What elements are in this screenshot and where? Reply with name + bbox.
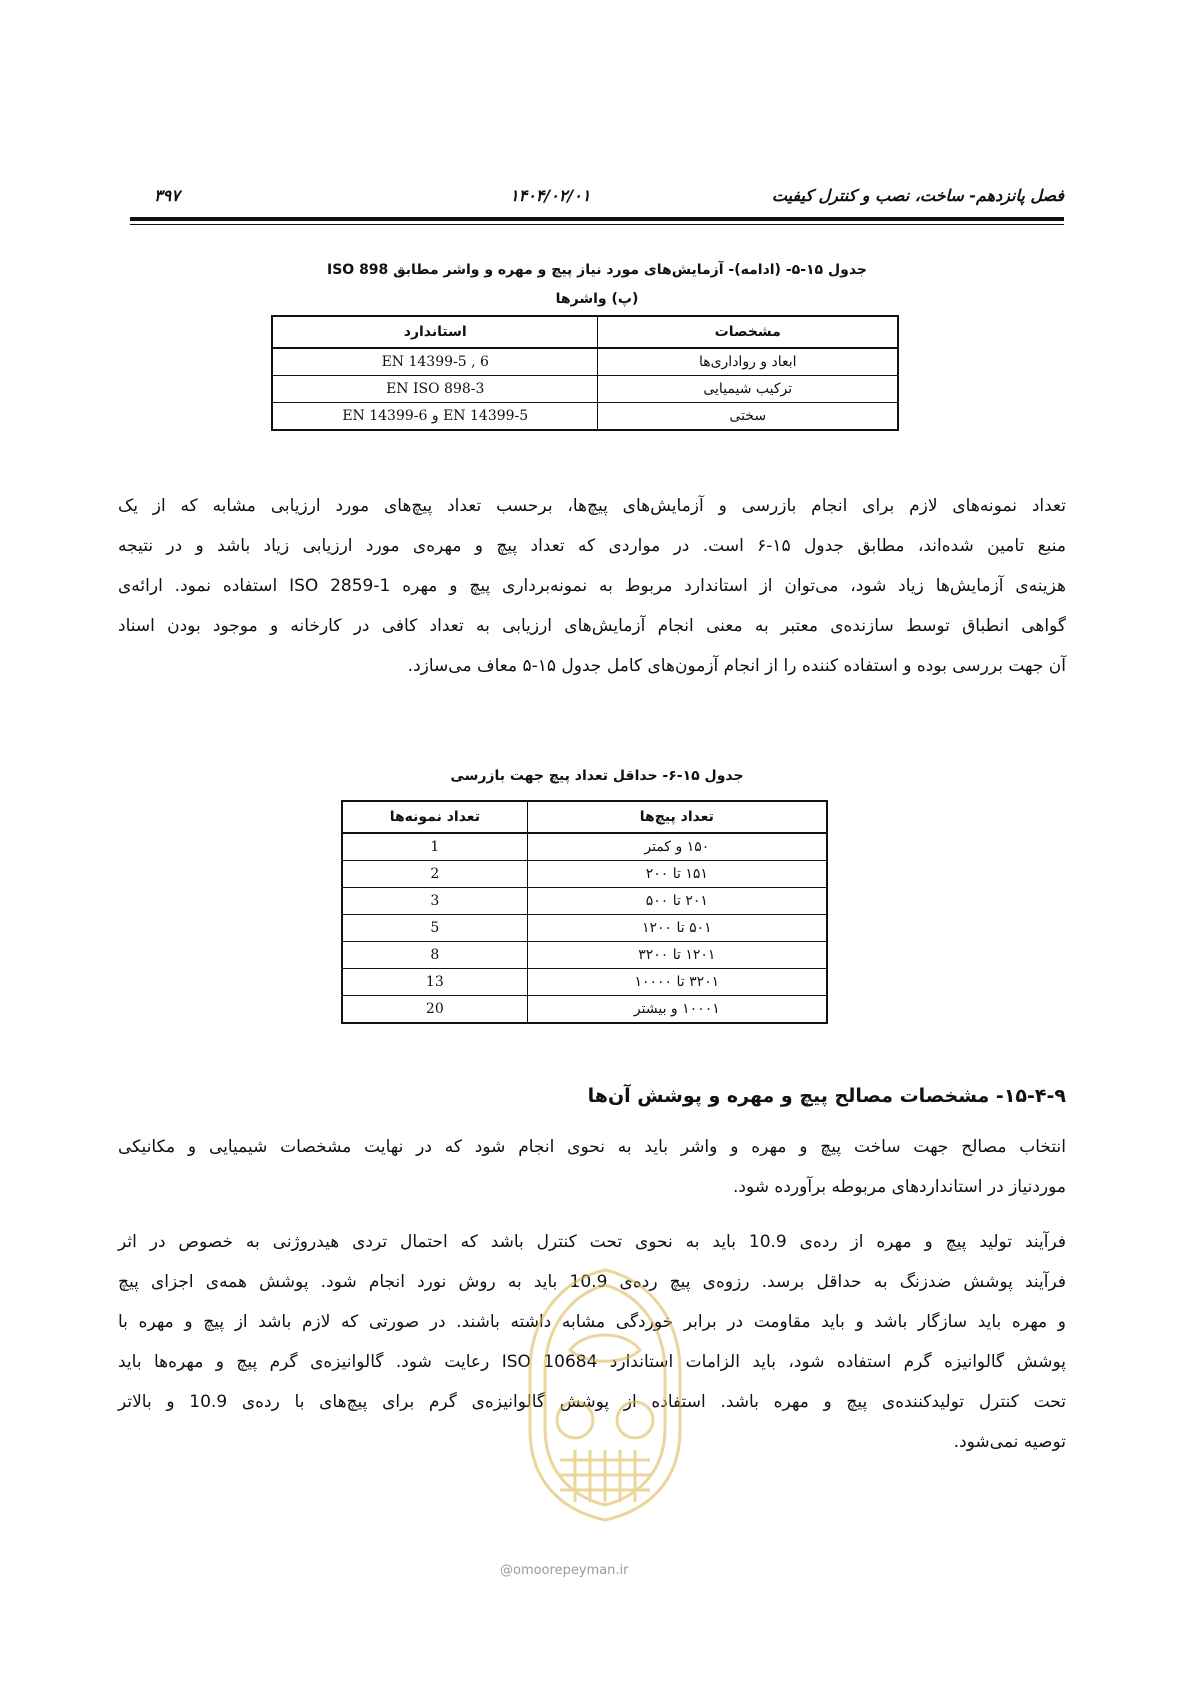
table-header-cell: استاندارد <box>273 317 598 349</box>
table-row <box>273 376 898 403</box>
table-cell: EN ISO 898-3 <box>273 376 598 403</box>
paragraph-line: و مهره باید سازگار باشد و باید مقاومت در برابر خوردگی مشابه داشته باشند. در صورتی که لازم باشد از پیچ و مهره با <box>118 1312 1066 1332</box>
table-cell: 13 <box>343 969 528 996</box>
table-5 <box>272 316 898 430</box>
table-cell: EN 14399-5 و EN 14399-6 <box>273 403 598 430</box>
table-cell: ۱۵۰ و کمتر <box>527 833 826 861</box>
table-cell: ۵۰۱ تا ۱۲۰۰ <box>527 915 826 942</box>
paragraph-line: انتخاب مصالح جهت ساخت پیچ و مهره و واشر باید به نحوی انجام شود که در نهایت مشخصات شیمیایی و مکانیکی <box>118 1137 1066 1157</box>
paragraph-line: فرآیند تولید پیچ و مهره از رده‌ی 10.9 باید به نحوی تحت کنترل باشد که احتمال تردی هیدروژنی به خصوص در اثر <box>118 1232 1066 1252</box>
header-rule-thin <box>130 224 1064 225</box>
paragraph-materials <box>118 1127 1066 1207</box>
watermark-seal-icon <box>490 1240 720 1540</box>
table-row <box>343 915 827 942</box>
chapter-title: فصل پانزدهم- ساخت، نصب و کنترل کیفیت <box>771 186 1064 205</box>
page-number: ۳۹۷ <box>154 186 180 205</box>
table-6-caption: جدول ۱۵-۶- حداقل تعداد پیچ جهت بازرسی <box>450 768 744 784</box>
table-header-cell: تعداد پیچ‌ها <box>527 802 826 834</box>
table-row <box>273 403 898 430</box>
table-row <box>343 996 827 1023</box>
paragraph-line: توصیه نمی‌شود. <box>953 1432 1066 1452</box>
header-rule-thick <box>130 217 1064 221</box>
table-6 <box>342 801 827 1023</box>
section-heading: ۱۵-۴-۹- مشخصات مصالح پیچ و مهره و پوشش آن‌ها <box>587 1085 1066 1107</box>
table-header-cell: مشخصات <box>598 317 898 349</box>
table-cell: ترکیب شیمیایی <box>598 376 898 403</box>
paragraph-line: تعداد نمونه‌های لازم برای انجام بازرسی و آزمایش‌های پیچ‌ها، برحسب تعداد پیچ‌های مورد ارزیابی مشابه که از یک <box>118 496 1066 516</box>
table-row <box>343 888 827 915</box>
table-cell: ابعاد و رواداری‌ها <box>598 348 898 376</box>
paragraph-line: منبع تامین شده‌اند، مطابق جدول ۱۵-۶ است. در مواردی که تعداد پیچ و مهره‌ی مورد ارزیابی زیاد باشد و در نتیجه <box>118 536 1066 556</box>
table-row <box>343 969 827 996</box>
table-cell: 2 <box>343 861 528 888</box>
table-cell: 1 <box>343 833 528 861</box>
watermark-url: @omoorepeyman.ir <box>500 1563 629 1578</box>
paragraph-line: گواهی انطباق توسط سازنده‌ی معتبر به معنی انجام آزمایش‌های ارزیابی به تعداد کافی در کارخانه و موجود بودن اسناد <box>118 616 1066 636</box>
table-row <box>343 833 827 861</box>
paragraph-line: فرآیند پوشش ضدزنگ به حداقل برسد. رزوه‌ی پیچ رده‌ی 10.9 باید به روش نورد انجام شود. پوشش همه‌ی اجزای پیچ <box>118 1272 1066 1292</box>
header-date: ۱۴۰۴/۰۲/۰۱ <box>510 186 591 205</box>
table-cell: 3 <box>343 888 528 915</box>
table-cell: ۱۲۰۱ تا ۳۲۰۰ <box>527 942 826 969</box>
table-header-cell: تعداد نمونه‌ها <box>343 802 528 834</box>
paragraph-line: هزینه‌ی آزمایش‌ها زیاد شود، می‌توان از استاندارد مربوط به نمونه‌برداری پیچ و مهره ISO 2859-1 استفاده نمود. ارائه‌ی <box>118 576 1066 596</box>
table-row <box>343 942 827 969</box>
paragraph-line: پوشش گالوانیزه گرم استفاده شود، باید الزامات استاندارد ISO 10684 رعایت شود. گالوانیزه‌ی گرم پیچ و مهره‌ها باید <box>118 1352 1066 1372</box>
table-5-caption: جدول ۱۵-۵- (ادامه)- آزمایش‌های مورد نیاز پیچ و مهره و واشر مطابق ISO 898 <box>327 262 867 278</box>
table-cell: ۲۰۱ تا ۵۰۰ <box>527 888 826 915</box>
paragraph-line: تحت کنترل تولیدکننده‌ی پیچ و مهره باشد. استفاده از پوشش گالوانیزه‌ی گرم برای پیچ‌های با رده‌ی 10.9 و بالاتر <box>118 1392 1066 1412</box>
page-header <box>130 186 1064 210</box>
table-cell: ۱۵۱ تا ۲۰۰ <box>527 861 826 888</box>
table-header-row <box>343 802 827 834</box>
table-row <box>343 861 827 888</box>
table-cell: 8 <box>343 942 528 969</box>
table-row <box>273 348 898 376</box>
table-cell: ۱۰۰۰۱ و بیشتر <box>527 996 826 1023</box>
table-cell: سختی <box>598 403 898 430</box>
table-cell: ۳۲۰۱ تا ۱۰۰۰۰ <box>527 969 826 996</box>
table-cell: EN 14399-5 , 6 <box>273 348 598 376</box>
table-cell: 20 <box>343 996 528 1023</box>
paragraph-line: موردنیاز در استانداردهای مربوطه برآورده شود. <box>733 1177 1066 1197</box>
table-5-subcaption: (پ) واشرها <box>555 291 639 307</box>
table-header-row <box>273 317 898 349</box>
paragraph-sampling <box>118 486 1066 686</box>
table-cell: 5 <box>343 915 528 942</box>
paragraph-line: آن جهت بررسی بوده و استفاده کننده را از انجام آزمون‌های کامل جدول ۱۵-۵ معاف می‌سازد. <box>407 656 1066 676</box>
